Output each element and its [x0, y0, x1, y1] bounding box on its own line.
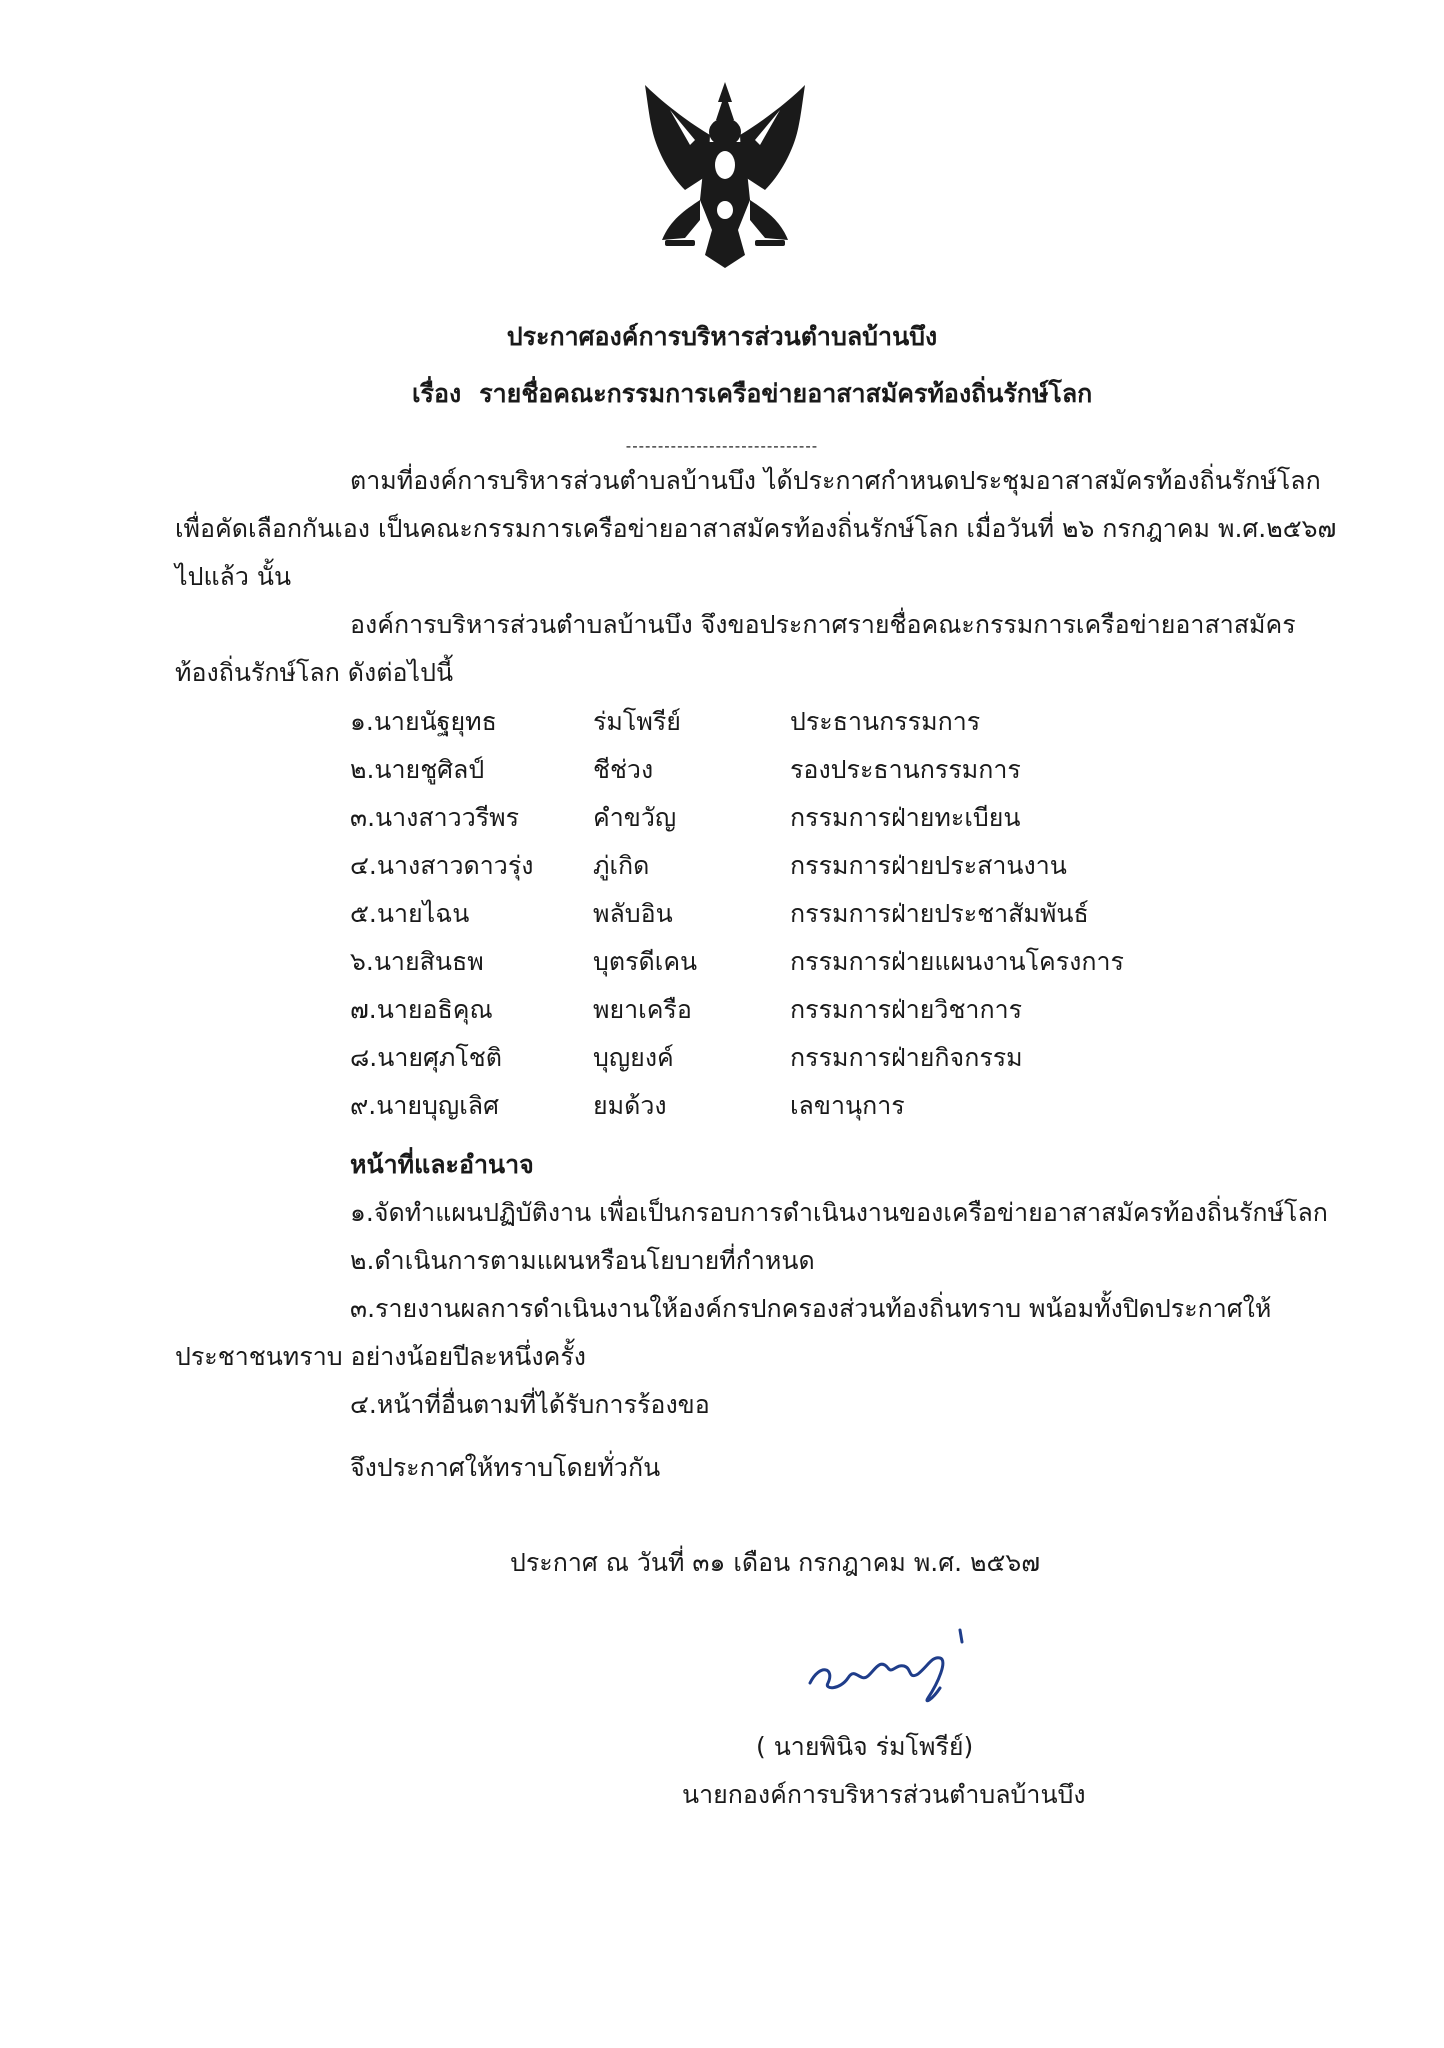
member-first-name: ๗.นายอธิคุณ: [350, 995, 493, 1024]
member-row: [0, 849, 1444, 883]
subject-label: เรื่อง: [412, 379, 462, 408]
member-first-name: ๑.นายนัฐยุทธ: [350, 707, 497, 736]
header-divider: ------------------------------: [625, 437, 819, 455]
member-row: [0, 705, 1444, 739]
member-last-name: ร่มโพรีย์: [593, 707, 681, 736]
member-first-name: ๘.นายศุภโชติ: [350, 1043, 502, 1072]
intro-line-5: ท้องถิ่นรักษ์โลก ดังต่อไปนี้: [175, 658, 454, 687]
member-position: กรรมการฝ่ายแผนงานโครงการ: [790, 947, 1124, 976]
subject-text: รายชื่อคณะกรรมการเครือข่ายอาสาสมัครท้องถิ่นรักษ์โลก: [479, 379, 1093, 408]
garuda-emblem-icon: [640, 80, 810, 270]
member-row: [0, 945, 1444, 979]
announcement-subject: [412, 374, 1092, 414]
duties-heading: หน้าที่และอำนาจ: [350, 1150, 534, 1179]
member-first-name: ๒.นายชูศิลป์: [350, 755, 485, 784]
member-last-name: พลับอิน: [593, 899, 673, 928]
member-position: กรรมการฝ่ายประสานงาน: [790, 851, 1067, 880]
announcement-title: ประกาศองค์การบริหารส่วนตำบลบ้านบึง: [506, 322, 938, 351]
member-first-name: ๖.นายสินธพ: [350, 947, 484, 976]
intro-line-2: เพื่อคัดเลือกกันเอง เป็นคณะกรรมการเครือข่ายอาสาสมัครท้องถิ่นรักษ์โลก เมื่อวันที่ ๒๖ กรกฎาคม พ.ศ.๒๕๖๗: [175, 514, 1337, 543]
member-last-name: บุญยงค์: [593, 1043, 674, 1072]
member-last-name: พยาเครือ: [593, 995, 692, 1024]
member-last-name: ภู่เกิด: [593, 851, 650, 880]
member-position: ประธานกรรมการ: [790, 707, 981, 736]
duty-item-1: ๑.จัดทำแผนปฏิบัติงาน เพื่อเป็นกรอบการดำเนินงานของเครือข่ายอาสาสมัครท้องถิ่นรักษ์โลก: [350, 1198, 1328, 1227]
member-first-name: ๓.นางสาววรีพร: [350, 803, 520, 832]
member-position: เลขานุการ: [790, 1091, 905, 1120]
member-first-name: ๙.นายบุญเลิศ: [350, 1091, 499, 1120]
announcement-date: ประกาศ ณ วันที่ ๓๑ เดือน กรกฎาคม พ.ศ. ๒๕๖๗: [510, 1548, 1041, 1577]
member-row: [0, 1041, 1444, 1075]
duty-item-3-continued: ประชาชนทราบ อย่างน้อยปีละหนึ่งครั้ง: [175, 1342, 586, 1371]
member-position: รองประธานกรรมการ: [790, 755, 1021, 784]
member-position: กรรมการฝ่ายวิชาการ: [790, 995, 1023, 1024]
signature: [800, 1628, 980, 1708]
member-row: [0, 753, 1444, 787]
member-last-name: บุตรดีเคน: [593, 947, 698, 976]
signer-title: นายกองค์การบริหารส่วนตำบลบ้านบึง: [682, 1780, 1086, 1809]
duty-item-2: ๒.ดำเนินการตามแผนหรือนโยบายที่กำหนด: [350, 1246, 815, 1275]
member-last-name: คำขวัญ: [593, 803, 677, 832]
member-position: กรรมการฝ่ายทะเบียน: [790, 803, 1021, 832]
member-first-name: ๔.นางสาวดาวรุ่ง: [350, 851, 534, 880]
member-row: [0, 993, 1444, 1027]
duty-item-3: ๓.รายงานผลการดำเนินงานให้องค์กรปกครองส่วนท้องถิ่นทราบ พน้อมทั้งปิดประกาศให้: [350, 1294, 1272, 1323]
member-row: [0, 897, 1444, 931]
intro-line-4: องค์การบริหารส่วนตำบลบ้านบึง จึงขอประกาศรายชื่อคณะกรรมการเครือข่ายอาสาสมัคร: [350, 610, 1296, 639]
intro-line-3: ไปแล้ว นั้น: [175, 562, 292, 591]
member-position: กรรมการฝ่ายกิจกรรม: [790, 1043, 1023, 1072]
member-last-name: ชีช่วง: [593, 755, 654, 784]
member-last-name: ยมด้วง: [593, 1091, 667, 1120]
intro-line-1: ตามที่องค์การบริหารส่วนตำบลบ้านบึง ได้ประกาศกำหนดประชุมอาสาสมัครท้องถิ่นรักษ์โลก: [350, 466, 1321, 495]
member-row: [0, 1089, 1444, 1123]
member-row: [0, 801, 1444, 835]
duty-item-4: ๔.หน้าที่อื่นตามที่ได้รับการร้องขอ: [350, 1390, 710, 1419]
signer-name: ( นายพินิจ ร่มโพรีย์): [756, 1732, 974, 1761]
member-position: กรรมการฝ่ายประชาสัมพันธ์: [790, 899, 1089, 928]
closing-statement: จึงประกาศให้ทราบโดยทั่วกัน: [350, 1453, 661, 1482]
member-first-name: ๕.นายไฉน: [350, 899, 470, 928]
